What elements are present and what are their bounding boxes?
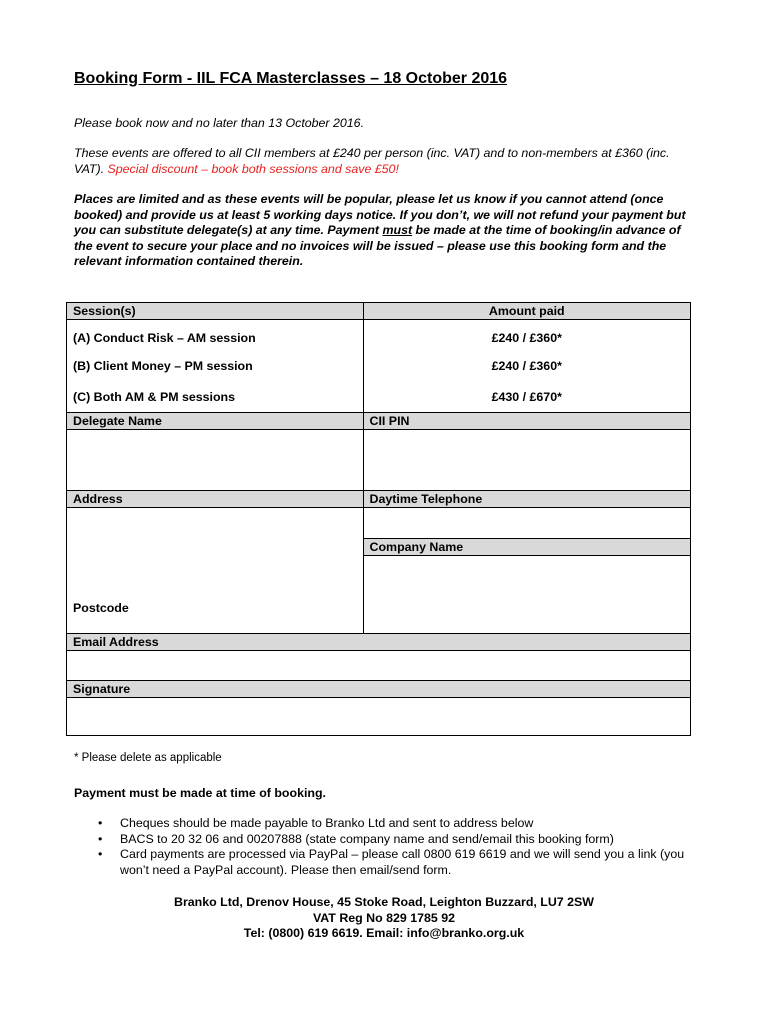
address-label: Address bbox=[67, 491, 364, 508]
delete-note: * Please delete as applicable bbox=[74, 752, 222, 764]
company-name-field[interactable] bbox=[363, 556, 690, 634]
booking-table bbox=[66, 302, 691, 736]
session-row-b[interactable]: (B) Client Money – PM session bbox=[67, 351, 364, 382]
signature-label: Signature bbox=[67, 681, 691, 698]
signature-field[interactable] bbox=[67, 698, 691, 736]
daytime-telephone-field[interactable] bbox=[363, 508, 690, 539]
session-row-a[interactable]: (A) Conduct Risk – AM session bbox=[67, 320, 364, 351]
list-item bbox=[98, 847, 710, 878]
email-address-label: Email Address bbox=[67, 634, 691, 651]
intro-text: Please book now and no later than 13 October 2016. bbox=[74, 116, 365, 130]
payment-heading: Payment must be made at time of booking. bbox=[74, 786, 326, 800]
amount-row-a: £240 / £360* bbox=[363, 320, 690, 351]
payment-methods-list bbox=[74, 816, 710, 878]
warning-text-2: be made at the time of booking/in advance of the event to secure your place and no invoices will be issued – please use this booking form and the relevant information contained therein. bbox=[74, 223, 681, 268]
address-field[interactable] bbox=[67, 508, 364, 634]
footer-vat: VAT Reg No 829 1785 92 bbox=[312, 910, 456, 925]
amount-row-c: £430 / £670* bbox=[363, 382, 690, 413]
bullet-icon: • bbox=[98, 847, 103, 861]
company-footer bbox=[74, 895, 694, 942]
warning-must: must bbox=[382, 223, 413, 237]
pricing-text: These events are offered to all CII members at £240 per person (inc. VAT) and to non-members at £360 (inc. VAT). bbox=[74, 146, 670, 176]
bullet-icon: • bbox=[98, 816, 103, 830]
bullet-text-card: Card payments are processed via PayPal – please call 0800 619 6619 and we will send you a link (you won’t need a PayPal account). Please then email/send form. bbox=[120, 847, 685, 877]
email-address-field[interactable] bbox=[67, 651, 691, 681]
bullet-icon: • bbox=[98, 831, 103, 846]
session-row-c[interactable]: (C) Both AM & PM sessions bbox=[67, 382, 364, 413]
postcode-label: Postcode bbox=[73, 601, 129, 615]
footer-address: Branko Ltd, Drenov House, 45 Stoke Road, Leighton Buzzard, LU7 2SW bbox=[174, 895, 594, 909]
footer-contact: Tel: (0800) 619 6619. Email: info@branko.org.uk bbox=[243, 926, 525, 940]
delegate-name-label: Delegate Name bbox=[67, 413, 364, 430]
amount-header: Amount paid bbox=[363, 303, 690, 320]
sessions-header: Session(s) bbox=[67, 303, 364, 320]
cii-pin-field[interactable] bbox=[363, 430, 690, 491]
pricing-paragraph bbox=[74, 146, 696, 177]
delegate-name-field[interactable] bbox=[67, 430, 364, 491]
page-title: Booking Form - IIL FCA Masterclasses – 18 October 2016 bbox=[74, 70, 508, 87]
list-item bbox=[98, 831, 710, 848]
company-name-label: Company Name bbox=[363, 539, 690, 556]
cii-pin-label: CII PIN bbox=[363, 413, 690, 430]
discount-text: Special discount – book both sessions and save £50! bbox=[107, 161, 399, 176]
daytime-telephone-label: Daytime Telephone bbox=[363, 491, 690, 508]
bullet-text-cheque: Cheques should be made payable to Branko Ltd and sent to address below bbox=[120, 816, 534, 830]
amount-row-b: £240 / £360* bbox=[363, 351, 690, 382]
warning-text-1: Places are limited and as these events will be popular, please let us know if you cannot attend (once booked) and provide us at least 5 working days notice. If you don’t, we will not refund your payment but you can substitute delegate(s) at any time. Payment bbox=[74, 192, 686, 237]
bullet-text-bacs: BACS to 20 32 06 and 00207888 (state company name and send/email this booking form) bbox=[120, 831, 614, 846]
warning-paragraph bbox=[74, 192, 696, 270]
list-item bbox=[98, 816, 710, 832]
